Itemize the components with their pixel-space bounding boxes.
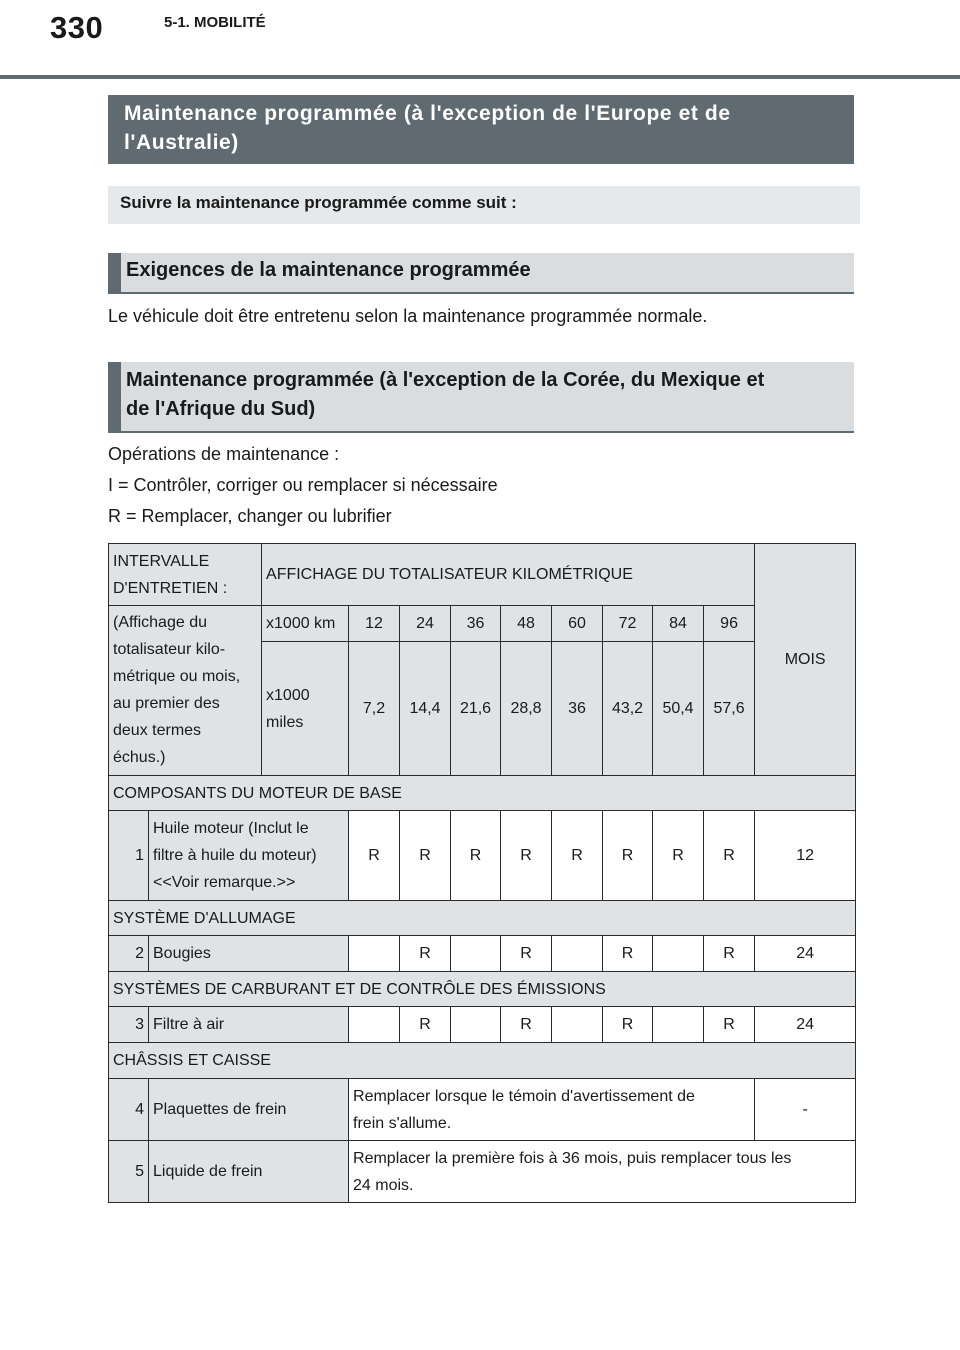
schedule-cell: R — [501, 936, 552, 972]
intro-box: Suivre la maintenance programmée comme suit : — [108, 186, 860, 224]
km-value: 60 — [552, 606, 603, 642]
heading-requirements: Exigences de la maintenance programmée — [108, 253, 854, 294]
heading-schedule — [108, 362, 854, 433]
item-air-filter: Filtre à air — [149, 1007, 349, 1043]
schedule-cell: R — [704, 811, 755, 901]
schedule-cell: R — [603, 936, 653, 972]
item-spark-plugs: Bougies — [149, 936, 349, 972]
miles-value: 36 — [552, 642, 603, 776]
schedule-cell — [349, 1007, 400, 1043]
months-value: 24 — [755, 1007, 856, 1043]
months-header: MOIS — [755, 544, 856, 776]
schedule-cell: R — [603, 1007, 653, 1043]
miles-value: 57,6 — [704, 642, 755, 776]
brake-pads-note: Remplacer lorsque le témoin d'avertissement de frein s'allume. — [349, 1079, 755, 1141]
km-value: 84 — [653, 606, 704, 642]
miles-value: 7,2 — [349, 642, 400, 776]
schedule-cell: R — [501, 1007, 552, 1043]
schedule-cell — [552, 1007, 603, 1043]
schedule-cell: R — [704, 936, 755, 972]
schedule-cell: R — [603, 811, 653, 901]
months-value: 12 — [755, 811, 856, 901]
brake-fluid-note: Remplacer la première fois à 36 mois, puis remplacer tous les 24 mois. — [349, 1141, 856, 1203]
miles-value: 50,4 — [653, 642, 704, 776]
category-engine: COMPOSANTS DU MOTEUR DE BASE — [109, 776, 856, 811]
schedule-cell: R — [349, 811, 400, 901]
schedule-cell — [552, 936, 603, 972]
interval-label: INTERVALLE D'ENTRETIEN : — [109, 544, 262, 606]
miles-value: 21,6 — [451, 642, 501, 776]
maintenance-table — [108, 543, 856, 1203]
schedule-cell — [653, 936, 704, 972]
miles-unit: x1000 miles — [262, 642, 349, 776]
miles-value: 43,2 — [603, 642, 653, 776]
requirements-text: Le véhicule doit être entretenu selon la maintenance programmée normale. — [108, 306, 708, 326]
km-value: 48 — [501, 606, 552, 642]
heading-schedule-line-1: Maintenance programmée (à l'exception de la Corée, du Mexique et — [126, 369, 765, 391]
row-number: 3 — [109, 1007, 149, 1043]
km-value: 24 — [400, 606, 451, 642]
row-number: 2 — [109, 936, 149, 972]
page-header — [0, 0, 960, 80]
row-number: 5 — [109, 1141, 149, 1203]
km-value: 36 — [451, 606, 501, 642]
km-value: 12 — [349, 606, 400, 642]
km-value: 72 — [603, 606, 653, 642]
schedule-cell: R — [501, 811, 552, 901]
row-number: 4 — [109, 1079, 149, 1141]
miles-value: 14,4 — [400, 642, 451, 776]
banner-line-1: Maintenance programmée (à l'exception de l'Europe et de — [124, 102, 731, 125]
km-unit: x1000 km — [262, 606, 349, 642]
schedule-cell — [451, 936, 501, 972]
schedule-cell: R — [704, 1007, 755, 1043]
miles-value: 28,8 — [501, 642, 552, 776]
schedule-cell: R — [400, 811, 451, 901]
banner-line-2: l'Australie) — [124, 131, 239, 154]
schedule-cell — [653, 1007, 704, 1043]
schedule-cell: R — [400, 1007, 451, 1043]
section-banner — [108, 95, 854, 164]
category-chassis: CHÂSSIS ET CAISSE — [109, 1043, 856, 1079]
row-number: 1 — [109, 811, 149, 901]
legend-r: R = Remplacer, changer ou lubrifier — [108, 506, 392, 526]
months-value: - — [755, 1079, 856, 1141]
months-value: 24 — [755, 936, 856, 972]
page-number: 330 — [50, 10, 104, 45]
legend-title: Opérations de maintenance : — [108, 444, 340, 464]
category-ignition: SYSTÈME D'ALLUMAGE — [109, 901, 856, 936]
legend-i: I = Contrôler, corriger ou remplacer si nécessaire — [108, 475, 498, 495]
schedule-cell: R — [400, 936, 451, 972]
odometer-header: AFFICHAGE DU TOTALISATEUR KILOMÉTRIQUE — [262, 544, 755, 606]
category-fuel: SYSTÈMES DE CARBURANT ET DE CONTRÔLE DES ÉMISSIONS — [109, 972, 856, 1007]
section-label: 5-1. MOBILITÉ — [164, 14, 266, 31]
header-rule — [0, 75, 960, 79]
interval-note: (Affichage du totalisateur kilo- métrique ou mois, au premier des deux termes échus.) — [109, 606, 262, 776]
km-value: 96 — [704, 606, 755, 642]
item-brake-pads: Plaquettes de frein — [149, 1079, 349, 1141]
schedule-cell: R — [653, 811, 704, 901]
item-brake-fluid: Liquide de frein — [149, 1141, 349, 1203]
item-engine-oil: Huile moteur (Inclut le filtre à huile du moteur) <<Voir remarque.>> — [149, 811, 349, 901]
schedule-cell — [349, 936, 400, 972]
schedule-cell: R — [552, 811, 603, 901]
schedule-cell — [451, 1007, 501, 1043]
heading-schedule-line-2: de l'Afrique du Sud) — [126, 398, 316, 420]
schedule-cell: R — [451, 811, 501, 901]
